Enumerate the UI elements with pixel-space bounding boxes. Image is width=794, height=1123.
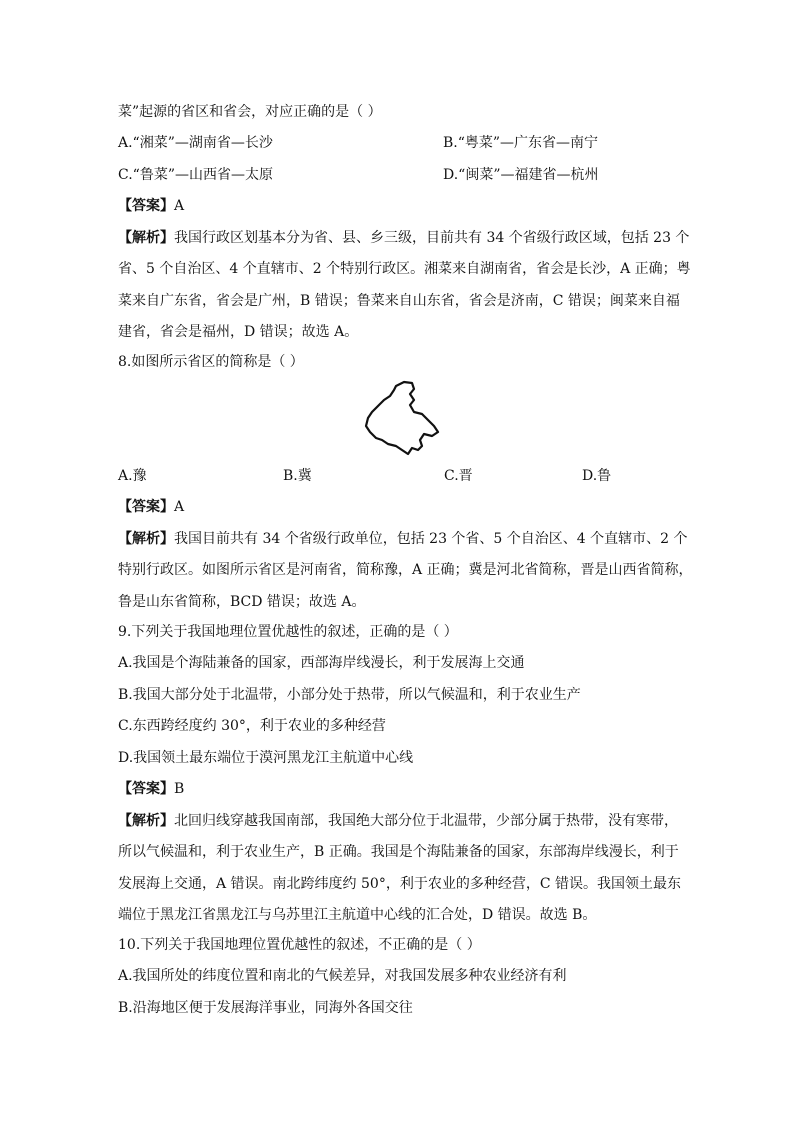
analysis-text: 我国目前共有 34 个省级行政单位，包括 23 个省、5 个自治区、4 个直辖市、2 个 [174,531,688,547]
answer-value: B [174,781,185,797]
answer-value: A [174,499,185,515]
q9-analysis-line-2: 所以气候温和，利于农业生产，B 正确。我国是个海陆兼备的国家，东部海岸线漫长，利于 [118,844,679,860]
answer-label: 【答案】 [118,781,174,797]
q8-option-a: A.豫 [118,468,147,484]
q9-answer [118,779,184,799]
q8-analysis-line-1 [118,529,688,549]
q9-option-a: A.我国是个海陆兼备的国家，西部海岸线漫长，利于发展海上交通 [118,655,525,671]
q7-option-a: A.“湘菜”—湖南省—长沙 [118,135,273,151]
q7-analysis-line-3: 菜来自广东省，省会是广州，B 错误；鲁菜来自山东省，省会是济南，C 错误；闽菜来自福 [118,293,680,309]
q10-option-a: A.我国所处的纬度位置和南北的气候差异，对我国发展多种农业经济有利 [118,968,567,984]
q7-analysis-line-4: 建省，省会是福州，D 错误；故选 A。 [118,324,359,340]
analysis-text: 我国行政区划基本分为省、县、乡三级，目前共有 34 个省级行政区域，包括 23 个 [174,230,690,246]
answer-label: 【答案】 [118,198,174,214]
analysis-label: 【解析】 [118,531,174,547]
q7-answer [118,196,184,216]
analysis-label: 【解析】 [118,230,174,246]
q7-option-b: B.“粤菜”—广东省—南宁 [443,135,599,151]
q9-analysis-line-4: 端位于黑龙江省黑龙江与乌苏里江主航道中心线的汇合处，D 错误。故选 B。 [118,907,597,923]
henan-province-outline-map [352,374,462,460]
q9-analysis-line-1 [118,811,678,831]
q7-option-c: C.“鲁菜”—山西省—太原 [118,167,273,183]
q8-analysis-line-3: 鲁是山东省简称，BCD 错误；故选 A。 [118,594,366,610]
answer-value: A [174,198,185,214]
q9-analysis-line-3: 发展海上交通，A 错误。南北跨纬度约 50°，利于农业的多种经营，C 错误。我国领土最东 [118,876,681,892]
q7-analysis-line-2: 省、5 个自治区、4 个直辖市、2 个特别行政区。湘菜来自湖南省，省会是长沙，A 正确；粤 [118,261,691,277]
q7-stem: 菜”起源的省区和省会，对应正确的是（ ） [118,104,382,120]
q8-analysis-line-2: 特别行政区。如图所示省区是河南省，简称豫，A 正确；冀是河北省简称，晋是山西省简称， [118,562,693,578]
q8-option-c: C.晋 [444,468,473,484]
q8-option-d: D.鲁 [582,468,612,484]
q10-option-b: B.沿海地区便于发展海洋事业，同海外各国交往 [118,1000,413,1016]
q9-option-b: B.我国大部分处于北温带，小部分处于热带，所以气候温和，利于农业生产 [118,687,581,703]
q8-stem: 8.如图所示省区的简称是（ ） [118,354,304,370]
q8-answer [118,497,184,517]
q7-option-d: D.“闽菜”—福建省—杭州 [443,167,599,183]
q9-option-d: D.我国领土最东端位于漠河黑龙江主航道中心线 [118,750,414,766]
q9-option-c: C.东西跨经度约 30°，利于农业的多种经营 [118,718,386,734]
q8-option-b: B.冀 [283,468,312,484]
q7-analysis-line-1 [118,228,689,248]
answer-label: 【答案】 [118,499,174,515]
q10-stem: 10.下列关于我国地理位置优越性的叙述，不正确的是（ ） [118,937,481,953]
analysis-text: 北回归线穿越我国南部，我国绝大部分位于北温带，少部分属于热带，没有寒带， [174,813,678,829]
analysis-label: 【解析】 [118,813,174,829]
q9-stem: 9.下列关于我国地理位置优越性的叙述，正确的是（ ） [118,624,458,640]
